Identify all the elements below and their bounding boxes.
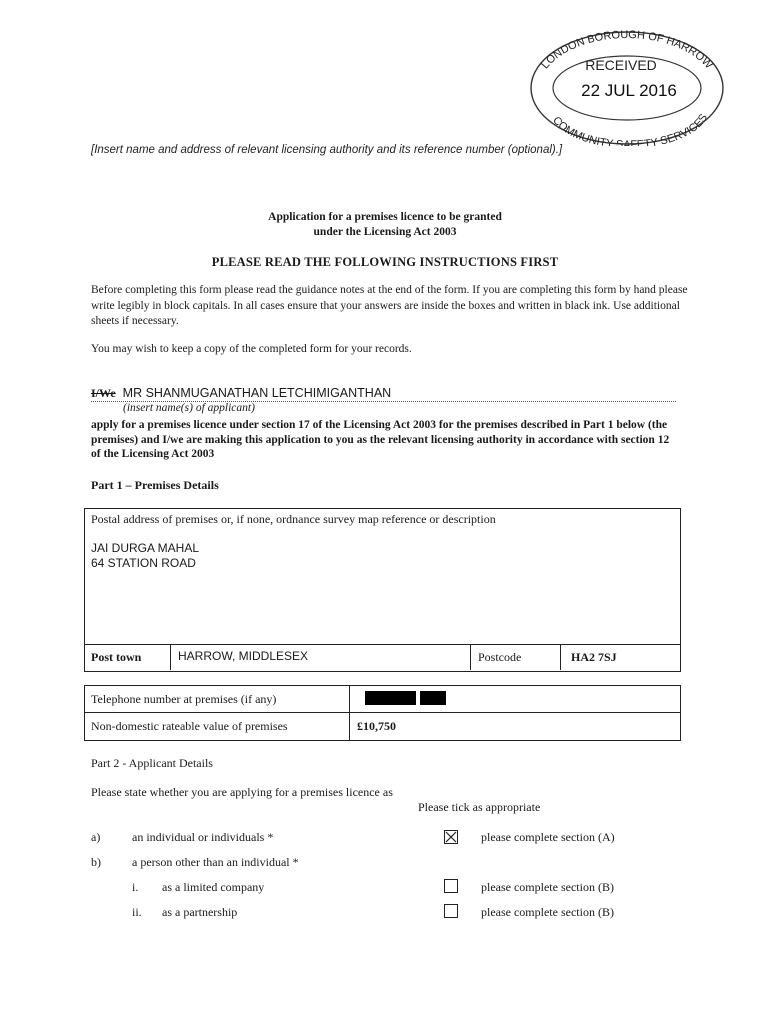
part1-heading: Part 1 – Premises Details [91, 478, 219, 492]
premises-address-box [84, 508, 681, 672]
stamp-top-text: LONDON BOROUGH OF HARROW [539, 28, 715, 72]
svg-text:COMMUNITY SAFETY SERVICES [550, 112, 710, 146]
insert-note: [Insert name and address of relevant licensing authority and its reference number (optional).] [91, 144, 563, 156]
telephone-redaction [365, 691, 416, 705]
post-town-label: Post town [91, 650, 142, 664]
option-i-label: as a limited company [162, 880, 265, 894]
postcode-label: Postcode [478, 650, 522, 664]
form-title-line2: under the Licensing Act 2003 [313, 226, 457, 238]
option-a-marker: a) [91, 830, 101, 844]
form-title-line1: Application for a premises licence to be granted [268, 211, 502, 223]
option-a-checkbox[interactable] [444, 830, 458, 844]
stamp-date: 22 JUL 2016 [581, 81, 677, 100]
applicant-statement: apply for a premises licence under section 17 of the Licensing Act 2003 for the premises described in Part 1 below (the premises) and I/we are making this application to you as the relevant licensing authority in accordance with section 12 of the Licensing Act 2003 [91, 419, 670, 460]
instructions-paragraph: Before completing this form please read the guidance notes at the end of the form. If you are completing this form by hand please write legibly in block capitals. In all cases ensure that your answers are inside the boxes and written in black ink. Use additional sheets if necessary. [91, 284, 688, 327]
rateable-label: Non-domestic rateable value of premises [91, 719, 288, 733]
option-a-label: an individual or individuals * [132, 830, 274, 844]
applicant-hint: (insert name(s) of applicant) [123, 402, 255, 414]
postcode-value[interactable]: HA2 7SJ [571, 650, 617, 664]
instructions-title: PLEASE READ THE FOLLOWING INSTRUCTIONS FIRST [211, 255, 559, 269]
option-ii-label: as a partnership [162, 905, 238, 919]
address-line2[interactable]: 64 STATION ROAD [91, 556, 196, 570]
received-stamp [527, 28, 727, 146]
option-ii-action: please complete section (B) [481, 905, 614, 919]
option-i-action: please complete section (B) [481, 880, 614, 894]
tick-hint: Please tick as appropriate [418, 800, 541, 814]
applicant-name: MR SHANMUGANATHAN LETCHIMIGANTHAN [122, 386, 392, 400]
option-b-label: a person other than an individual * [132, 855, 299, 869]
option-ii-checkbox[interactable] [444, 904, 458, 918]
copy-note: You may wish to keep a copy of the completed form for your records. [91, 343, 412, 355]
rateable-value[interactable]: £10,750 [357, 719, 396, 733]
part2-heading: Part 2 - Applicant Details [91, 756, 213, 770]
option-b-marker: b) [91, 855, 101, 869]
option-i-checkbox[interactable] [444, 879, 458, 893]
address-label: Postal address of premises or, if none, ordnance survey map reference or description [91, 512, 496, 526]
option-ii-marker: ii. [132, 905, 142, 919]
address-line1[interactable]: JAI DURGA MAHAL [91, 541, 200, 555]
check-cross-icon [445, 831, 457, 843]
option-i-marker: i. [132, 880, 139, 894]
iwe-prefix: I/We [91, 386, 116, 400]
option-a-action: please complete section (A) [481, 830, 615, 844]
stamp-received: RECEIVED [585, 57, 657, 73]
part2-question: Please state whether you are applying for a premises licence as [91, 785, 393, 799]
telephone-redaction-2 [420, 691, 446, 705]
telephone-label: Telephone number at premises (if any) [91, 692, 277, 706]
post-town-value[interactable]: HARROW, MIDDLESEX [178, 649, 309, 663]
stamp-bottom-text: COMMUNITY SAFETY SERVICES [550, 111, 711, 146]
